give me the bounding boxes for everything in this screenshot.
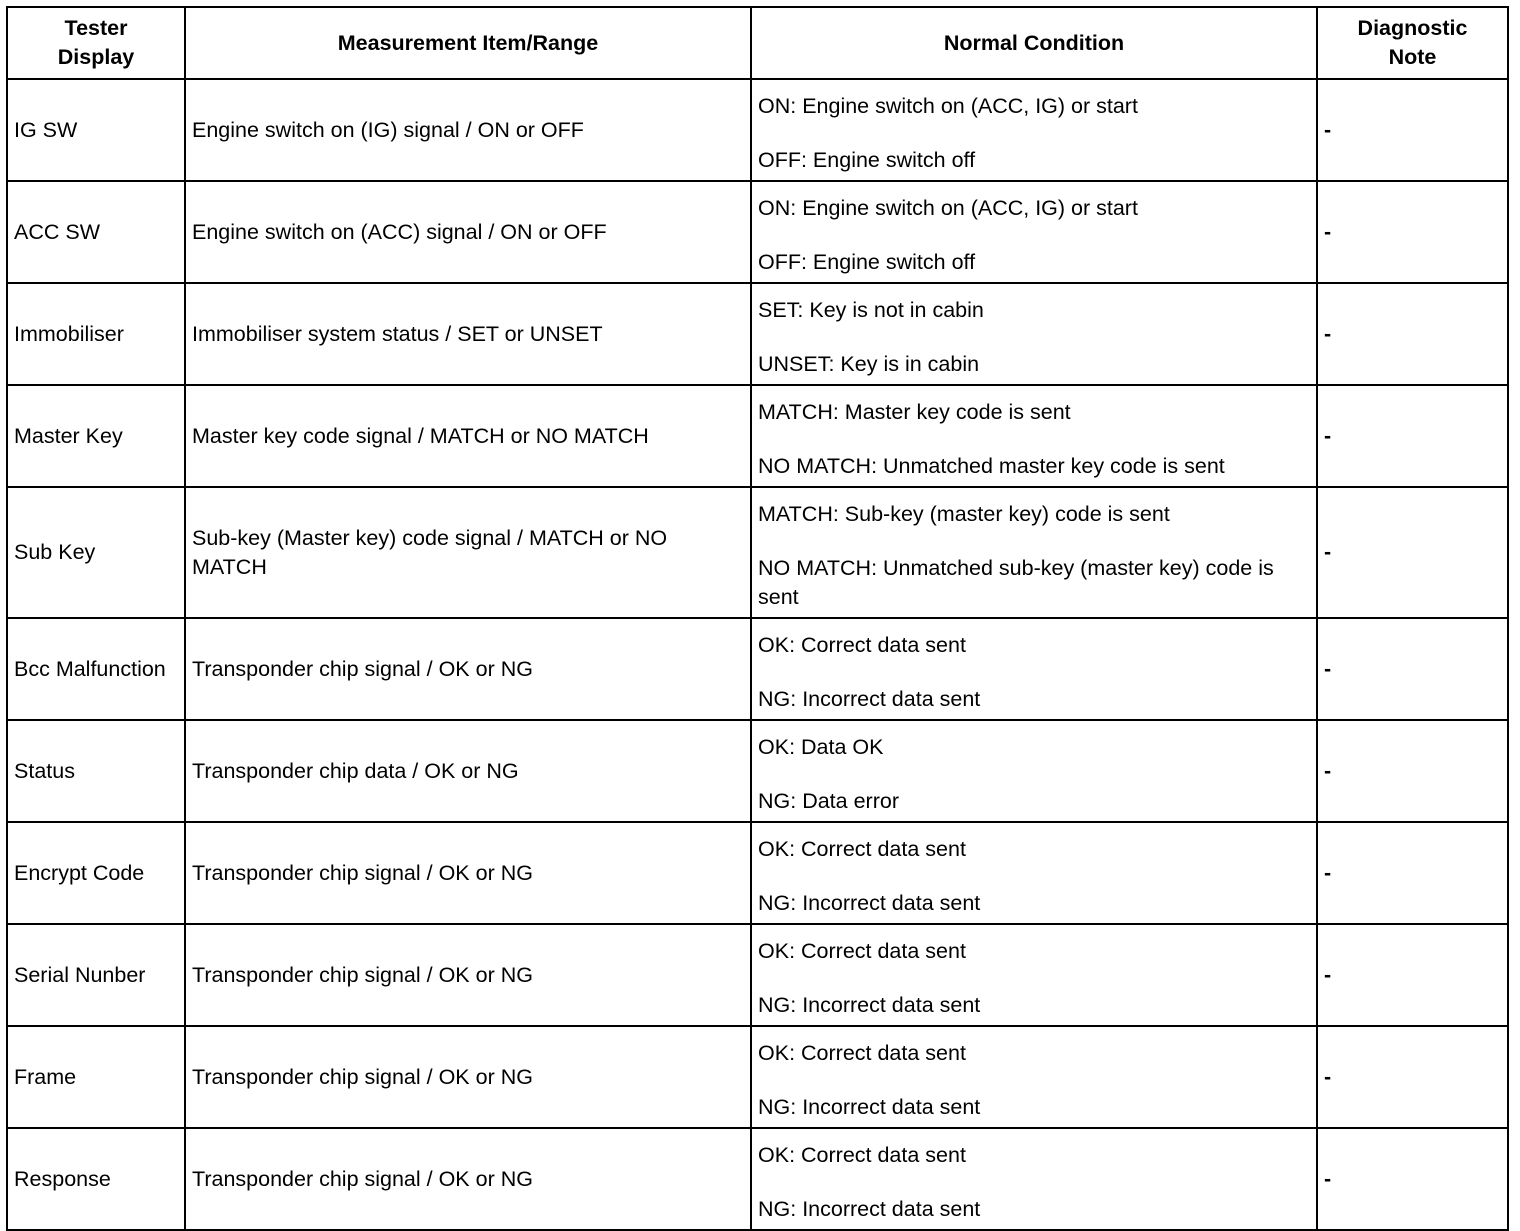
measurement-item-cell: Immobiliser system status / SET or UNSET bbox=[185, 283, 751, 385]
condition-line: OK: Data OK bbox=[758, 734, 884, 759]
diagnostic-note-cell: - bbox=[1317, 720, 1508, 822]
header-tester-display-line2: Display bbox=[57, 45, 135, 69]
measurement-item-cell: Transponder chip signal / OK or NG bbox=[185, 924, 751, 1026]
normal-condition-cell bbox=[751, 1026, 1317, 1128]
tester-display-cell: Immobiliser bbox=[7, 283, 185, 385]
table-row bbox=[7, 924, 1508, 1026]
table-row bbox=[7, 385, 1508, 487]
diagnostic-note-cell: - bbox=[1317, 79, 1508, 181]
condition-line: NG: Incorrect data sent bbox=[758, 1094, 981, 1119]
header-tester-display-line1: Tester bbox=[64, 16, 128, 40]
table-row bbox=[7, 1128, 1508, 1230]
normal-condition-cell bbox=[751, 720, 1317, 822]
tester-display-cell: Frame bbox=[7, 1026, 185, 1128]
measurement-item-cell: Transponder chip data / OK or NG bbox=[185, 720, 751, 822]
tester-display-cell: Encrypt Code bbox=[7, 822, 185, 924]
condition-line: NG: Data error bbox=[758, 788, 899, 813]
condition-line: NG: Incorrect data sent bbox=[758, 686, 981, 711]
measurement-item-cell: Engine switch on (ACC) signal / ON or OFF bbox=[185, 181, 751, 283]
diagnostic-note-cell: - bbox=[1317, 822, 1508, 924]
measurement-item-cell: Transponder chip signal / OK or NG bbox=[185, 1026, 751, 1128]
measurement-item-cell: Sub-key (Master key) code signal / MATCH or NO MATCH bbox=[185, 487, 751, 618]
table-row bbox=[7, 1026, 1508, 1128]
diagnostic-note-cell: - bbox=[1317, 1128, 1508, 1230]
tester-display-cell: IG SW bbox=[7, 79, 185, 181]
table-row bbox=[7, 283, 1508, 385]
diagnostic-note-cell: - bbox=[1317, 487, 1508, 618]
diagnostic-note-cell: - bbox=[1317, 1026, 1508, 1128]
condition-line: OFF: Engine switch off bbox=[758, 249, 976, 274]
normal-condition-cell bbox=[751, 618, 1317, 720]
normal-condition-cell bbox=[751, 181, 1317, 283]
condition-line: MATCH: Master key code is sent bbox=[758, 399, 1071, 424]
tester-display-cell: ACC SW bbox=[7, 181, 185, 283]
table-header-row bbox=[7, 7, 1508, 79]
condition-line: OFF: Engine switch off bbox=[758, 147, 976, 172]
condition-line: NO MATCH: Unmatched master key code is sent bbox=[758, 453, 1225, 478]
diagnostic-note-cell: - bbox=[1317, 924, 1508, 1026]
condition-line: ON: Engine switch on (ACC, IG) or start bbox=[758, 195, 1138, 220]
condition-line: OK: Correct data sent bbox=[758, 1142, 966, 1167]
diagnostic-note-cell: - bbox=[1317, 283, 1508, 385]
normal-condition-cell bbox=[751, 822, 1317, 924]
measurement-item-cell: Transponder chip signal / OK or NG bbox=[185, 822, 751, 924]
table-row bbox=[7, 181, 1508, 283]
table-row bbox=[7, 822, 1508, 924]
header-diagnostic-note-line2: Note bbox=[1388, 45, 1437, 69]
table-row bbox=[7, 79, 1508, 181]
header-normal-condition: Normal Condition bbox=[751, 7, 1317, 79]
normal-condition-cell bbox=[751, 283, 1317, 385]
measurement-item-cell: Engine switch on (IG) signal / ON or OFF bbox=[185, 79, 751, 181]
header-diagnostic-note-line1: Diagnostic bbox=[1357, 16, 1468, 40]
condition-line: NG: Incorrect data sent bbox=[758, 1196, 981, 1221]
condition-line: ON: Engine switch on (ACC, IG) or start bbox=[758, 93, 1138, 118]
diagnostic-note-cell: - bbox=[1317, 181, 1508, 283]
condition-line: NG: Incorrect data sent bbox=[758, 890, 981, 915]
normal-condition-cell bbox=[751, 924, 1317, 1026]
table-row bbox=[7, 487, 1508, 618]
condition-line: OK: Correct data sent bbox=[758, 836, 966, 861]
measurement-item-cell: Master key code signal / MATCH or NO MATCH bbox=[185, 385, 751, 487]
measurement-item-cell: Transponder chip signal / OK or NG bbox=[185, 618, 751, 720]
normal-condition-cell bbox=[751, 1128, 1317, 1230]
table-row bbox=[7, 720, 1508, 822]
normal-condition-cell bbox=[751, 79, 1317, 181]
tester-display-cell: Bcc Malfunction bbox=[7, 618, 185, 720]
diagnostic-note-cell: - bbox=[1317, 618, 1508, 720]
table-row bbox=[7, 618, 1508, 720]
tester-display-cell: Status bbox=[7, 720, 185, 822]
condition-line: OK: Correct data sent bbox=[758, 632, 966, 657]
condition-line: UNSET: Key is in cabin bbox=[758, 351, 980, 376]
condition-line: OK: Correct data sent bbox=[758, 938, 966, 963]
tester-display-cell: Master Key bbox=[7, 385, 185, 487]
condition-line: NO MATCH: Unmatched sub-key (master key) code is sent bbox=[758, 555, 1274, 609]
condition-line: OK: Correct data sent bbox=[758, 1040, 966, 1065]
header-tester-display bbox=[7, 7, 185, 79]
tester-display-cell: Response bbox=[7, 1128, 185, 1230]
condition-line: SET: Key is not in cabin bbox=[758, 297, 984, 322]
condition-line: NG: Incorrect data sent bbox=[758, 992, 981, 1017]
normal-condition-cell bbox=[751, 487, 1317, 618]
normal-condition-cell bbox=[751, 385, 1317, 487]
tester-display-cell: Sub Key bbox=[7, 487, 185, 618]
measurement-item-cell: Transponder chip signal / OK or NG bbox=[185, 1128, 751, 1230]
diagnostic-note-cell: - bbox=[1317, 385, 1508, 487]
header-measurement-item: Measurement Item/Range bbox=[185, 7, 751, 79]
tester-display-cell: Serial Nunber bbox=[7, 924, 185, 1026]
condition-line: MATCH: Sub-key (master key) code is sent bbox=[758, 501, 1170, 526]
diagnostic-data-table bbox=[6, 6, 1509, 1231]
header-diagnostic-note bbox=[1317, 7, 1508, 79]
